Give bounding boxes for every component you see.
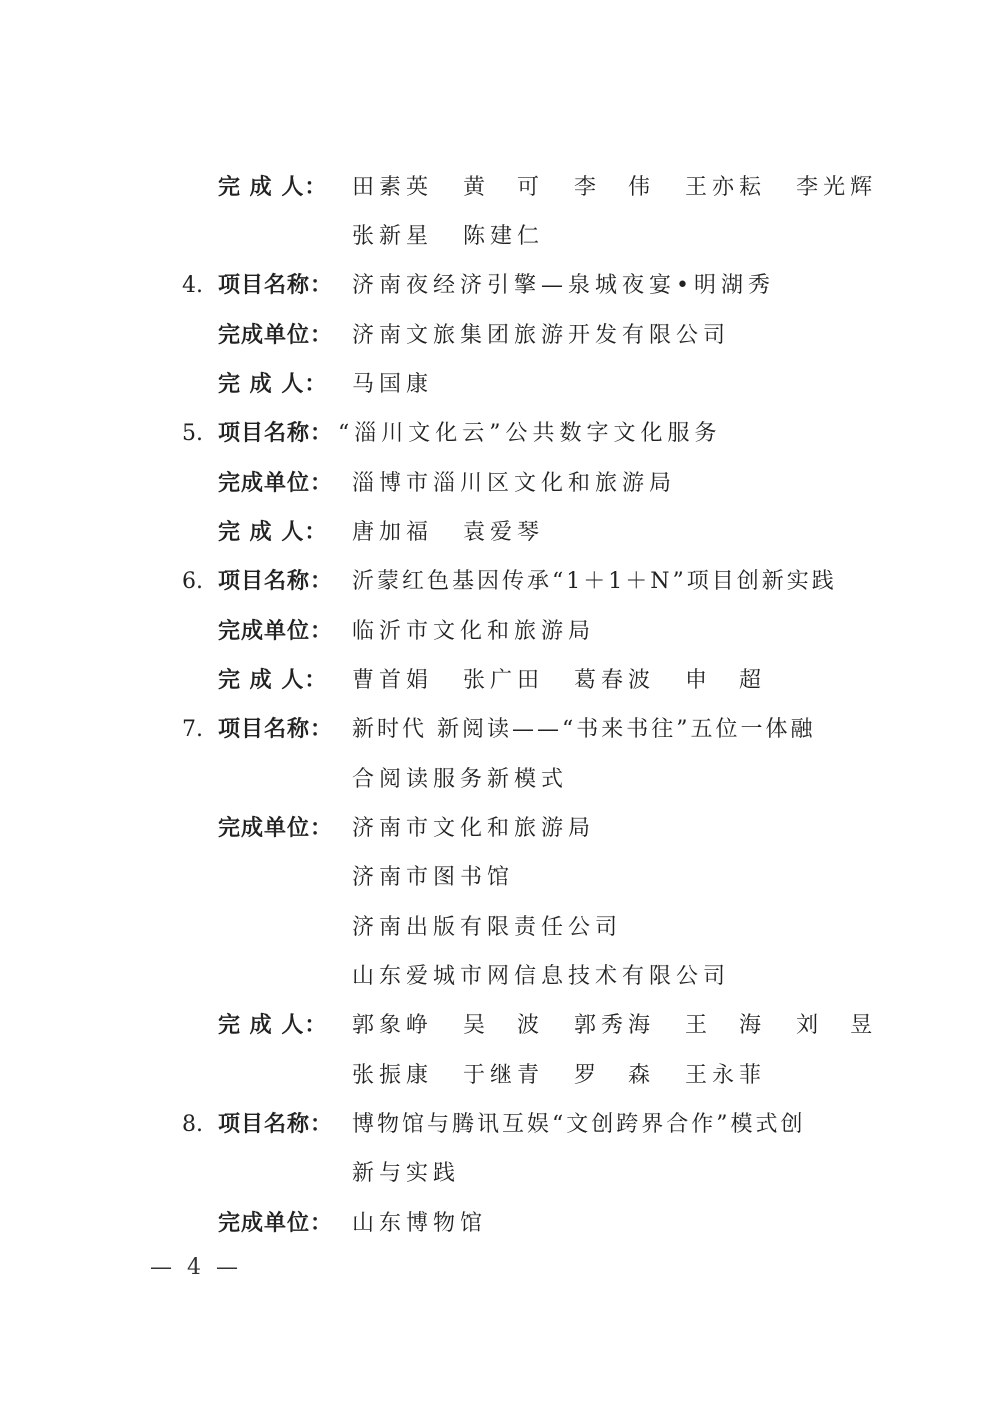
project-name-label: 项目名称：: [218, 569, 334, 594]
person-names: [352, 661, 796, 701]
project-name-line-1: 新时代 新阅读——“书来书往”五位一体融: [352, 717, 816, 742]
person-name: 唐加福: [352, 520, 434, 545]
person-names: [352, 217, 574, 257]
person-name: 罗 森: [574, 1063, 656, 1088]
project-name: 济南夜经济引擎—泉城夜宴•明湖秀: [352, 273, 775, 298]
person-names: [352, 1056, 796, 1096]
project-name-line-1: 博物馆与腾讯互娱“文创跨界合作”模式创: [352, 1112, 806, 1137]
person-name: 葛春波: [574, 668, 656, 693]
person-name: 申 超: [685, 668, 767, 693]
person-label: 完 成 人：: [218, 668, 328, 693]
person-name: 张广田: [463, 668, 545, 693]
project-name-line-2: 合阅读服务新模式: [352, 767, 569, 792]
entry-number: 4.: [182, 273, 203, 298]
unit-name: 济南市文化和旅游局: [352, 816, 596, 841]
project-name-label: 项目名称：: [218, 1112, 334, 1137]
person-name: 王亦耘: [685, 175, 767, 200]
person-names: [352, 168, 907, 208]
entry-number: 7.: [182, 717, 203, 742]
unit-label: 完成单位：: [218, 471, 334, 496]
person-label: 完 成 人：: [218, 1013, 328, 1038]
person-name: 王 海: [685, 1013, 767, 1038]
person-name: 陈建仁: [463, 224, 545, 249]
entry-number: 6.: [182, 569, 203, 594]
unit-name: 济南出版有限责任公司: [352, 915, 623, 940]
project-name-label: 项目名称：: [218, 717, 334, 742]
person-name: 曹首娟: [352, 668, 434, 693]
unit-name: 济南市图书馆: [352, 865, 515, 890]
person-name: 李光辉: [796, 175, 878, 200]
unit-label: 完成单位：: [218, 619, 334, 644]
entry-number: 8.: [182, 1112, 203, 1137]
person-name: 马国康: [352, 372, 434, 397]
entry-number: 5.: [182, 421, 203, 446]
person-name: 王永菲: [685, 1063, 767, 1088]
person-name: 田素英: [352, 175, 434, 200]
project-name-label: 项目名称：: [218, 273, 334, 298]
person-name: 于继青: [463, 1063, 545, 1088]
unit-label: 完成单位：: [218, 323, 334, 348]
unit-label: 完成单位：: [218, 1211, 334, 1236]
unit-name: 淄博市淄川区文化和旅游局: [352, 471, 677, 496]
project-name-line-2: 新与实践: [352, 1161, 461, 1186]
person-name: 刘 昱: [796, 1013, 878, 1038]
unit-name: 山东爱城市网信息技术有限公司: [352, 964, 731, 989]
unit-name: 山东博物馆: [352, 1211, 488, 1236]
project-name: “淄川文化云”公共数字文化服务: [338, 421, 722, 446]
person-label: 完 成 人：: [218, 520, 328, 545]
person-name: 郭象峥: [352, 1013, 434, 1038]
person-names: [352, 365, 463, 405]
unit-label: 完成单位：: [218, 816, 334, 841]
project-name-label: 项目名称：: [218, 421, 334, 446]
person-name: 吴 波: [463, 1013, 545, 1038]
person-name: 袁爱琴: [463, 520, 545, 545]
project-name: 沂蒙红色基因传承“1＋1＋N”项目创新实践: [352, 569, 837, 594]
person-label: 完 成 人：: [218, 175, 328, 200]
person-name: 李 伟: [574, 175, 656, 200]
unit-name: 济南文旅集团旅游开发有限公司: [352, 323, 731, 348]
person-label: 完 成 人：: [218, 372, 328, 397]
person-name: 张振康: [352, 1063, 434, 1088]
person-names: [352, 1006, 907, 1046]
page-number: — 4 —: [150, 1255, 242, 1280]
person-names: [352, 513, 574, 553]
unit-name: 临沂市文化和旅游局: [352, 619, 596, 644]
person-name: 张新星: [352, 224, 434, 249]
person-name: 郭秀海: [574, 1013, 656, 1038]
person-name: 黄 可: [463, 175, 545, 200]
